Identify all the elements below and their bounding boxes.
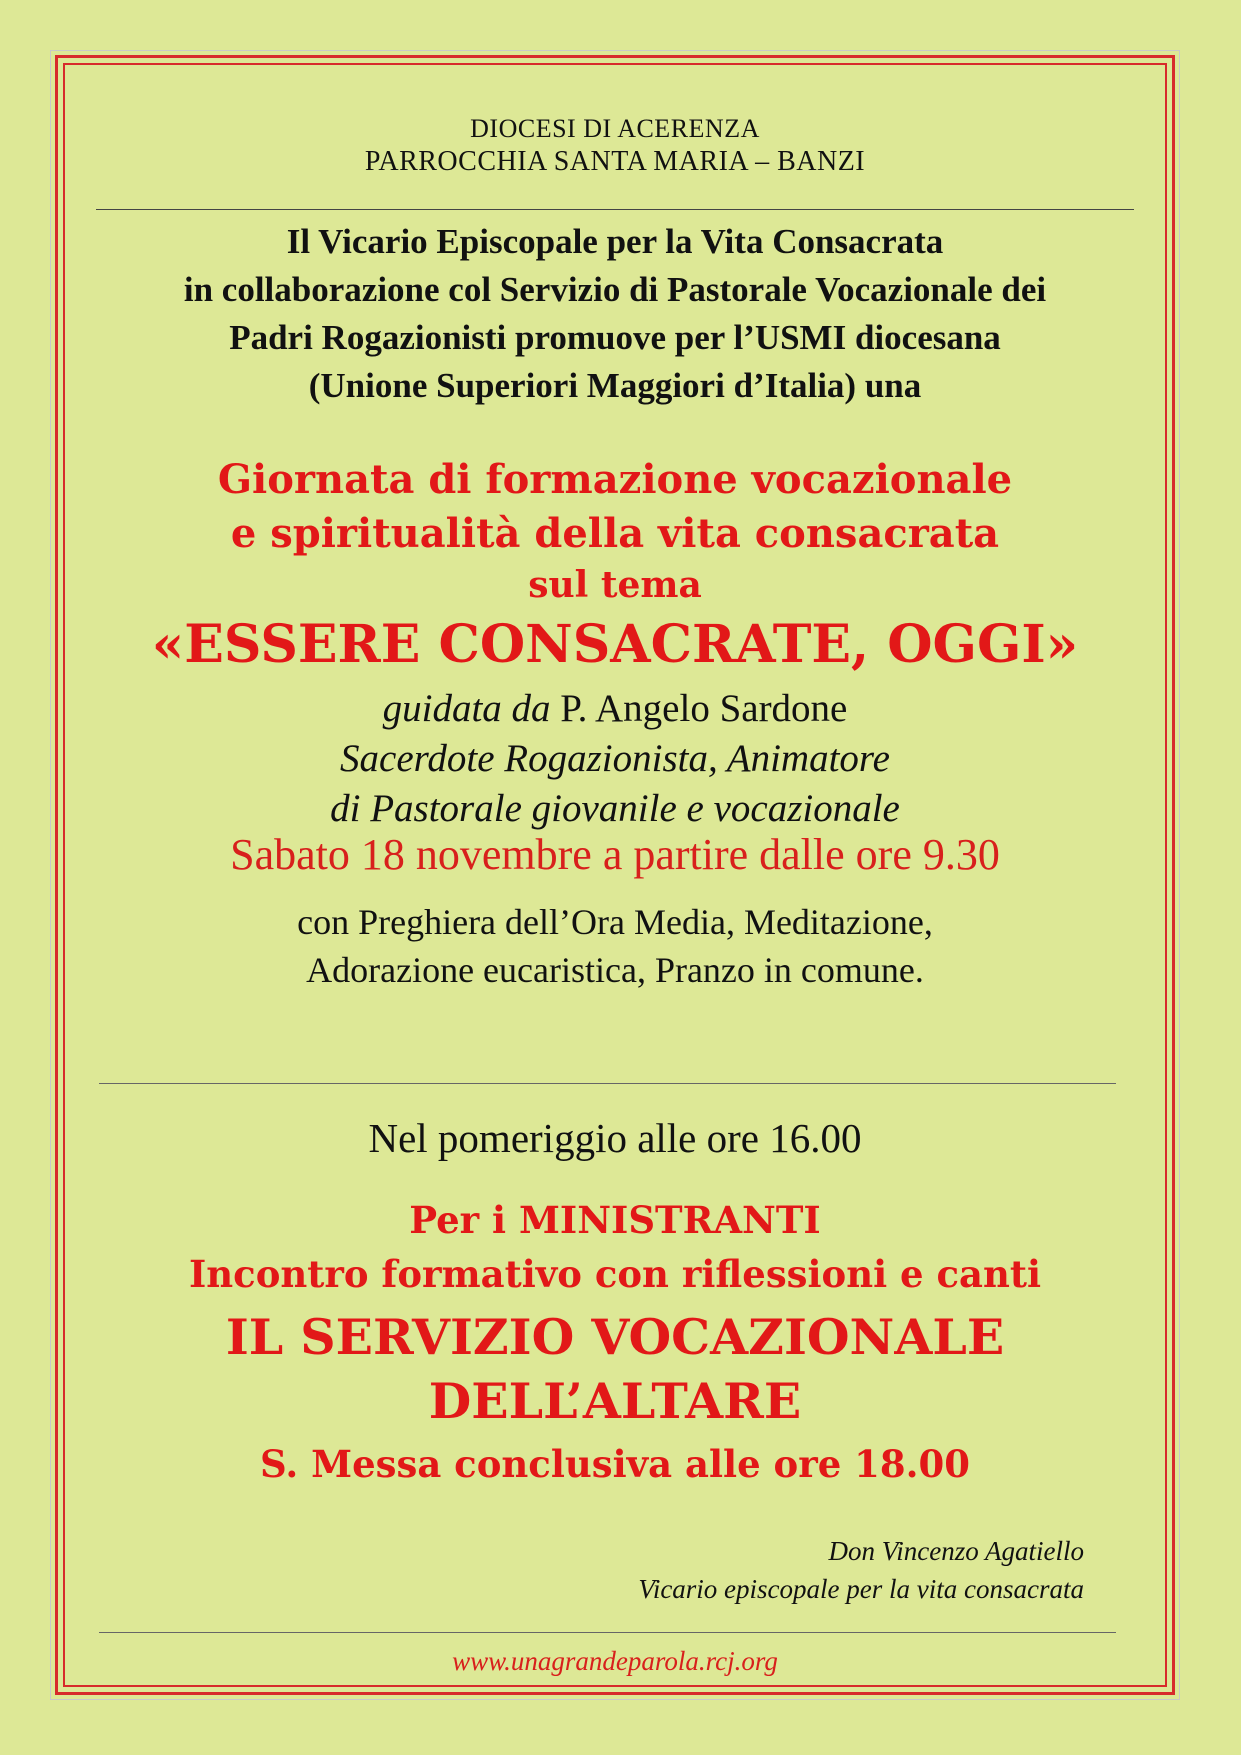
program-line-1: con Preghiera dell’Ora Media, Meditazione, xyxy=(297,902,933,942)
intro-line-2: in collaborazione col Servizio di Pastorale Vocazionale dei xyxy=(183,270,1047,309)
guide-role-line-2: di Pastorale giovanile e vocazionale xyxy=(330,787,900,830)
divider-top xyxy=(96,209,1134,210)
afternoon-description: Incontro formativo con riflessioni e canti xyxy=(188,1252,1042,1296)
website-link[interactable]: www.unagrandeparola.rcj.org xyxy=(452,1646,778,1676)
guide-role-line-1: Sacerdote Rogazionista, Animatore xyxy=(340,737,890,780)
afternoon-audience: Per i MINISTRANTI xyxy=(409,1198,821,1242)
poster-content xyxy=(66,66,1164,1684)
event-datetime: Sabato 18 novembre a partire dalle ore 9.30 xyxy=(230,830,1000,879)
mass-time: S. Messa conclusiva alle ore 18.00 xyxy=(260,1442,970,1486)
afternoon-title-line-1: IL SERVIZIO VOCAZIONALE xyxy=(225,1308,1005,1366)
theme-label: sul tema xyxy=(528,564,702,606)
divider-bottom xyxy=(99,1632,1116,1633)
signature-name: Don Vincenzo Agatiello xyxy=(828,1536,1084,1566)
program-line-2: Adorazione eucaristica, Pranzo in comune. xyxy=(306,950,924,990)
signature-role: Vicario episcopale per la vita consacrata xyxy=(638,1574,1084,1604)
event-title-line-1: Giornata di formazione vocazionale xyxy=(217,456,1013,503)
intro-line-1: Il Vicario Episcopale per la Vita Consacrata xyxy=(286,222,944,261)
theme-title: «ESSERE CONSACRATE, OGGI» xyxy=(151,614,1079,675)
guide-name: P. Angelo Sardone xyxy=(560,687,848,730)
intro-line-4: (Unione Superiori Maggiori d’Italia) una xyxy=(308,366,922,405)
diocese-heading: DIOCESI DI ACERENZA xyxy=(470,114,760,143)
guided-prefix: guidata da xyxy=(382,687,551,730)
afternoon-title-line-2: DELL’ALTARE xyxy=(428,1372,802,1430)
parish-heading: PARROCCHIA SANTA MARIA – BANZI xyxy=(364,146,866,177)
afternoon-time: Nel pomeriggio alle ore 16.00 xyxy=(368,1115,862,1161)
intro-line-3: Padri Rogazionisti promuove per l’USMI diocesana xyxy=(229,318,1001,357)
divider-middle xyxy=(99,1083,1116,1084)
event-title-line-2: e spiritualità della vita consacrata xyxy=(230,510,1000,557)
guided-by-line xyxy=(66,686,1164,731)
